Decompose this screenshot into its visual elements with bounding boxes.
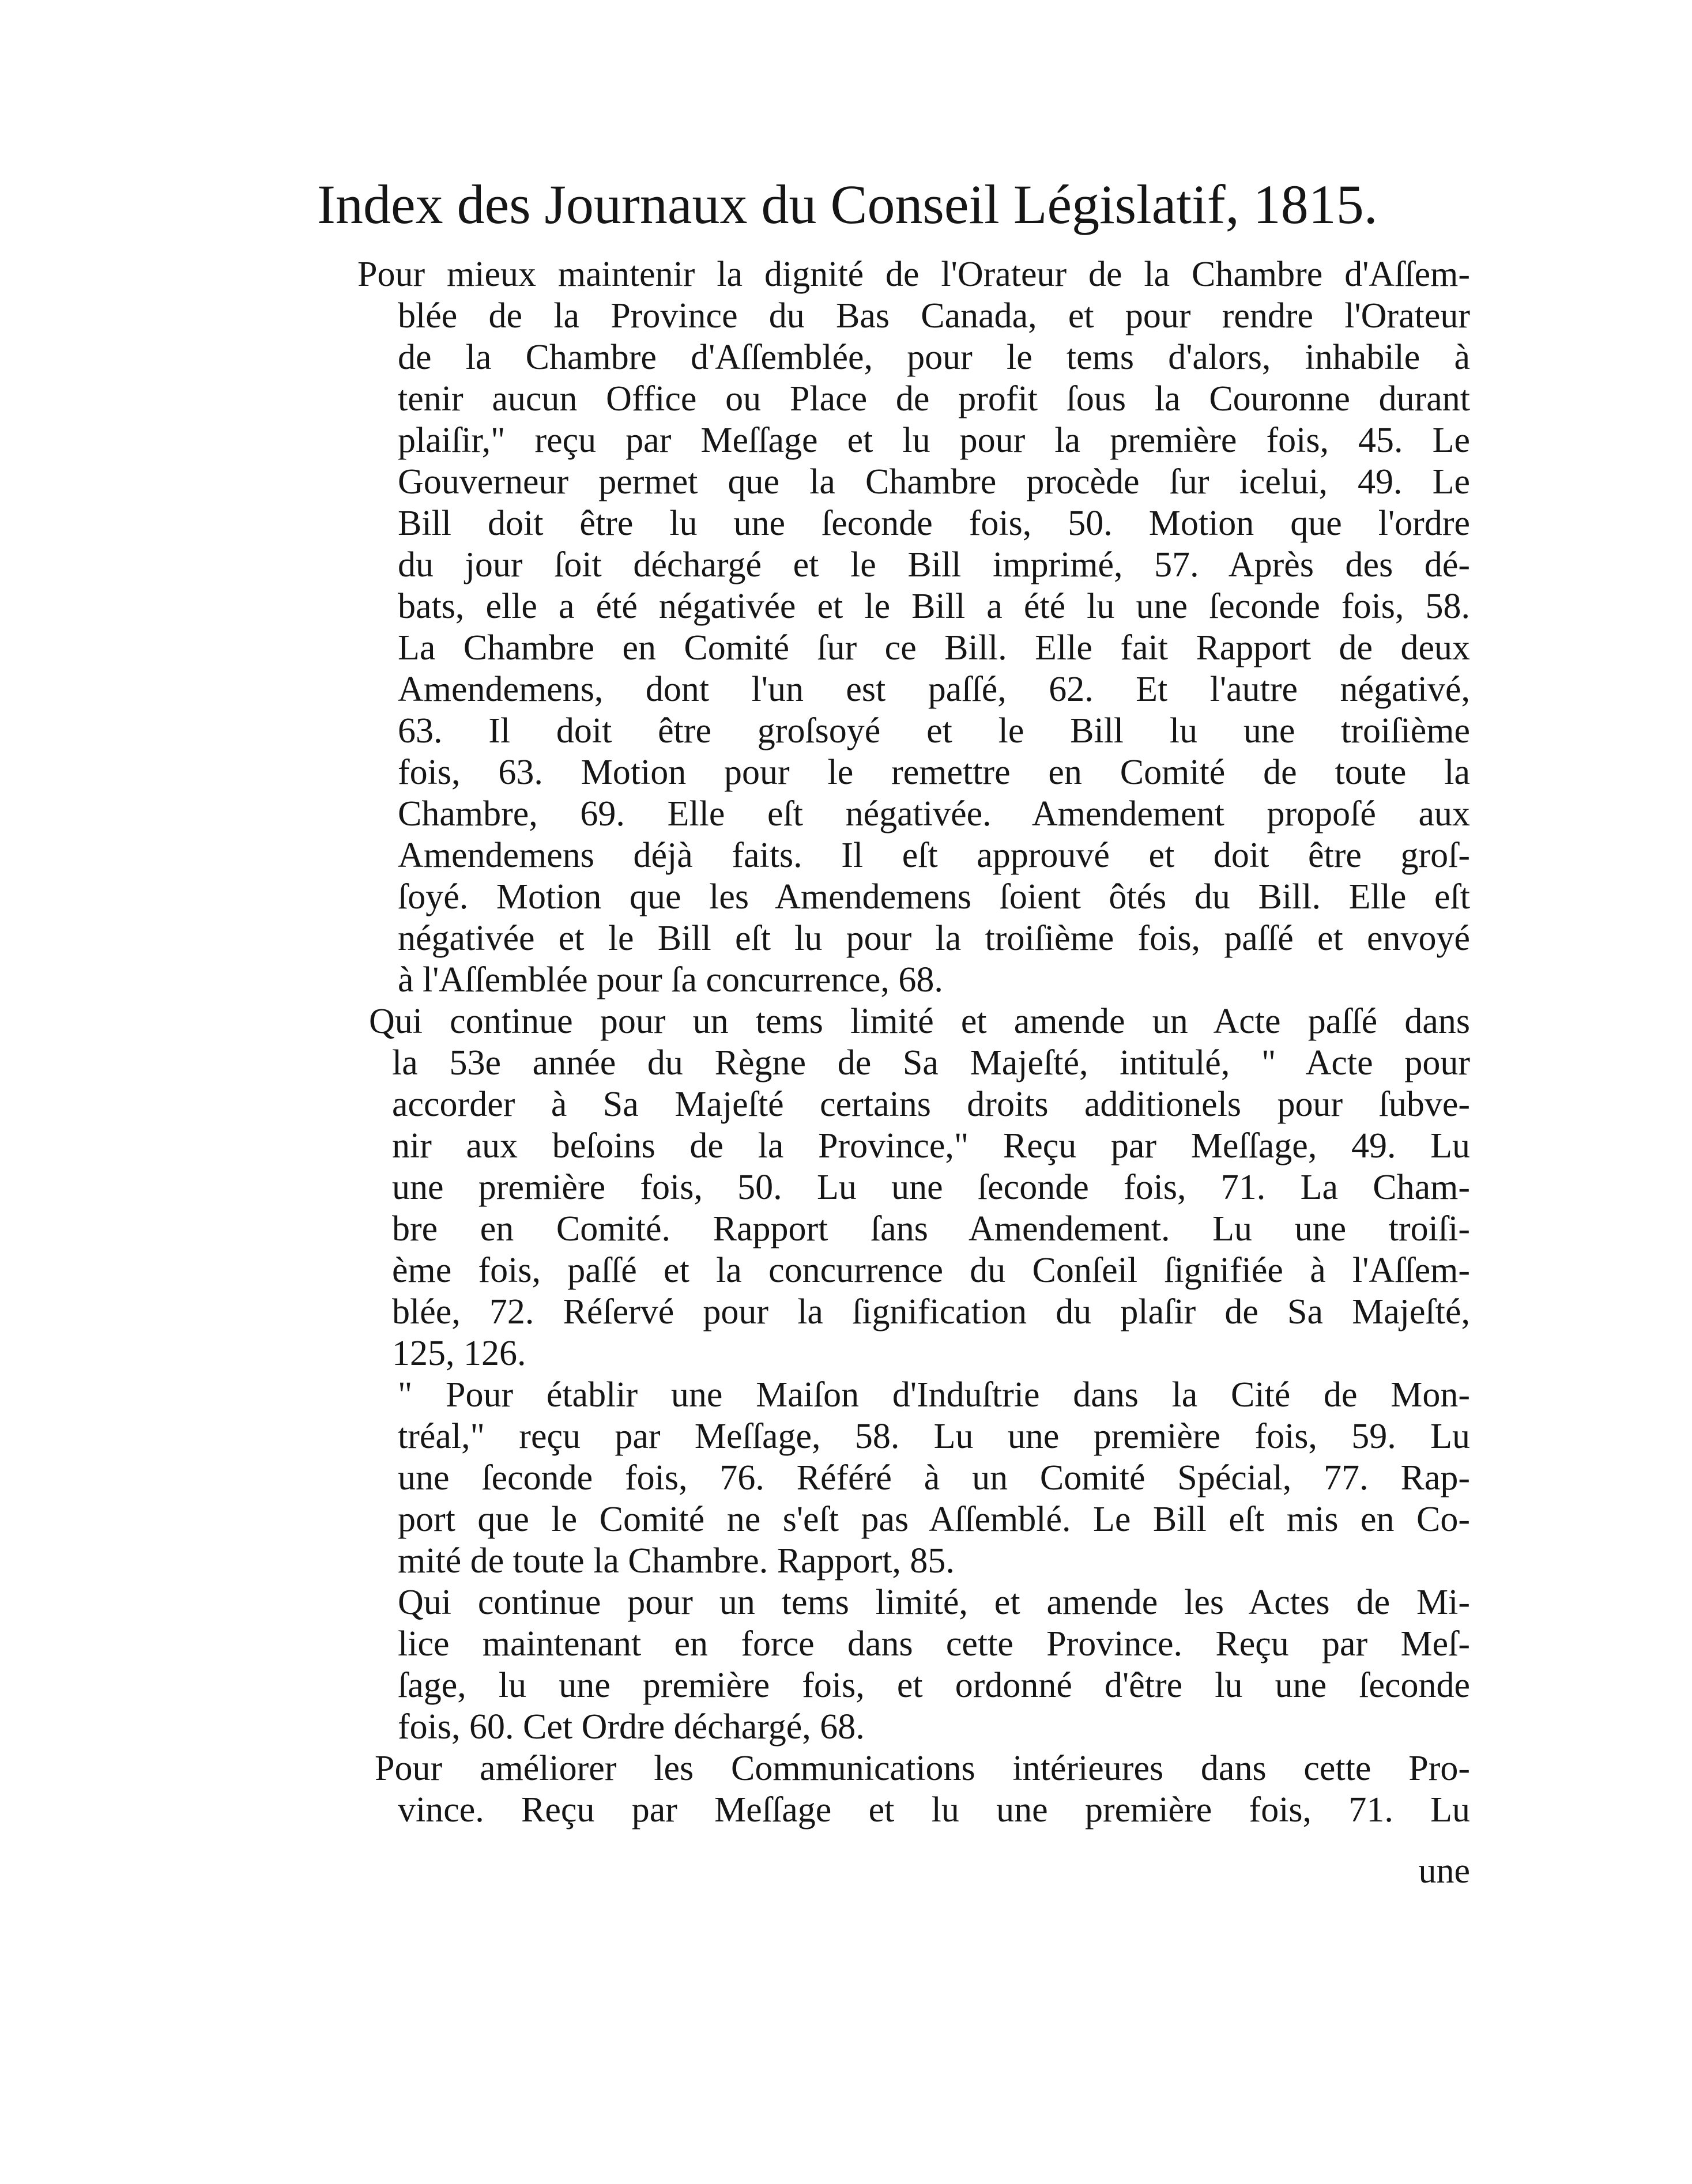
entry-line: Bill doit être lu une ſeconde fois, 50. Motion que l'ordre [398, 504, 1470, 543]
entry-line: 63. Il doit être groſsoyé et le Bill lu une troiſième [398, 711, 1470, 750]
entry-line: " Pour établir une Maiſon d'Induſtrie dans la Cité de Mon- [398, 1375, 1470, 1414]
entry-line: ſage, lu une première fois, et ordonné d'être lu une ſeconde [398, 1666, 1470, 1705]
entry-line: une ſeconde fois, 76. Référé à un Comité Spécial, 77. Rap- [398, 1458, 1470, 1498]
index-entry [357, 1748, 1470, 1831]
index-entry [357, 1582, 1470, 1748]
entry-line: négativée et le Bill eſt lu pour la troiſième fois, paſſé et envoyé [398, 919, 1470, 958]
catchword: une [1418, 1851, 1470, 1891]
entry-line: plaiſir," reçu par Meſſage et lu pour la première fois, 45. Le [398, 421, 1470, 460]
entry-line: blée de la Province du Bas Canada, et pour rendre l'Orateur [398, 296, 1470, 335]
index-entry [357, 1374, 1470, 1582]
entry-line: mité de toute la Chambre. Rapport, 85. [398, 1541, 955, 1581]
index-entry [357, 1001, 1470, 1374]
entry-line: accorder à Sa Majeſté certains droits additionels pour ſubve- [392, 1085, 1470, 1124]
entry-line: Qui continue pour un tems limité, et amende les Actes de Mi- [398, 1583, 1470, 1622]
entry-line: de la Chambre d'Aſſemblée, pour le tems d'alors, inhabile à [398, 338, 1470, 377]
entry-line: lice maintenant en force dans cette Province. Reçu par Meſ- [398, 1624, 1470, 1664]
index-entries [357, 254, 1470, 1831]
entry-line: Qui continue pour un tems limité et amende un Acte paſſé dans [369, 1002, 1470, 1041]
entry-line: Pour améliorer les Communications intérieures dans cette Pro- [375, 1749, 1470, 1788]
page-header: Index des Journaux du Conseil Législatif, 1815. [317, 173, 1378, 235]
entry-line: 125, 126. [392, 1334, 526, 1373]
entry-line: ème fois, paſſé et la concurrence du Conſeil ſignifiée à l'Aſſem- [392, 1251, 1470, 1290]
index-entry [357, 254, 1470, 1001]
entry-line: du jour ſoit déchargé et le Bill imprimé, 57. Après des dé- [398, 545, 1470, 584]
entry-line: fois, 60. Cet Ordre déchargé, 68. [398, 1707, 865, 1747]
entry-line: vince. Reçu par Meſſage et lu une première fois, 71. Lu [398, 1790, 1470, 1830]
entry-line: tréal," reçu par Meſſage, 58. Lu une première fois, 59. Lu [398, 1417, 1470, 1456]
entry-line: fois, 63. Motion pour le remettre en Comité de toute la [398, 753, 1470, 792]
entry-line: bats, elle a été négativée et le Bill a été lu une ſeconde fois, 58. [398, 587, 1470, 626]
entry-line: port que le Comité ne s'eſt pas Aſſemblé. Le Bill eſt mis en Co- [398, 1500, 1470, 1539]
entry-line: Chambre, 69. Elle eſt négativée. Amendement propoſé aux [398, 794, 1470, 833]
entry-line: La Chambre en Comité ſur ce Bill. Elle fait Rapport de deux [398, 628, 1470, 667]
entry-line: bre en Comité. Rapport ſans Amendement. Lu une troiſi- [392, 1209, 1470, 1248]
entry-line: Amendemens déjà faits. Il eſt approuvé et doit être groſ- [398, 836, 1470, 875]
entry-line: la 53e année du Règne de Sa Majeſté, intitulé, " Acte pour [392, 1043, 1470, 1082]
entry-line: à l'Aſſemblée pour ſa concurrence, 68. [398, 960, 943, 999]
entry-line: ſoyé. Motion que les Amendemens ſoient ôtés du Bill. Elle eſt [398, 877, 1470, 916]
entry-line: une première fois, 50. Lu une ſeconde fois, 71. La Cham- [392, 1168, 1470, 1207]
entry-line: tenir aucun Office ou Place de profit ſous la Couronne durant [398, 379, 1470, 418]
entry-line: Amendemens, dont l'un est paſſé, 62. Et l'autre négativé, [398, 670, 1470, 709]
entry-line: blée, 72. Réſervé pour la ſignification du plaſir de Sa Majeſté, [392, 1292, 1470, 1331]
entry-line: nir aux beſoins de la Province," Reçu par Meſſage, 49. Lu [392, 1126, 1470, 1165]
entry-line: Pour mieux maintenir la dignité de l'Orateur de la Chambre d'Aſſem- [357, 255, 1470, 294]
entry-line: Gouverneur permet que la Chambre procède ſur icelui, 49. Le [398, 462, 1470, 501]
